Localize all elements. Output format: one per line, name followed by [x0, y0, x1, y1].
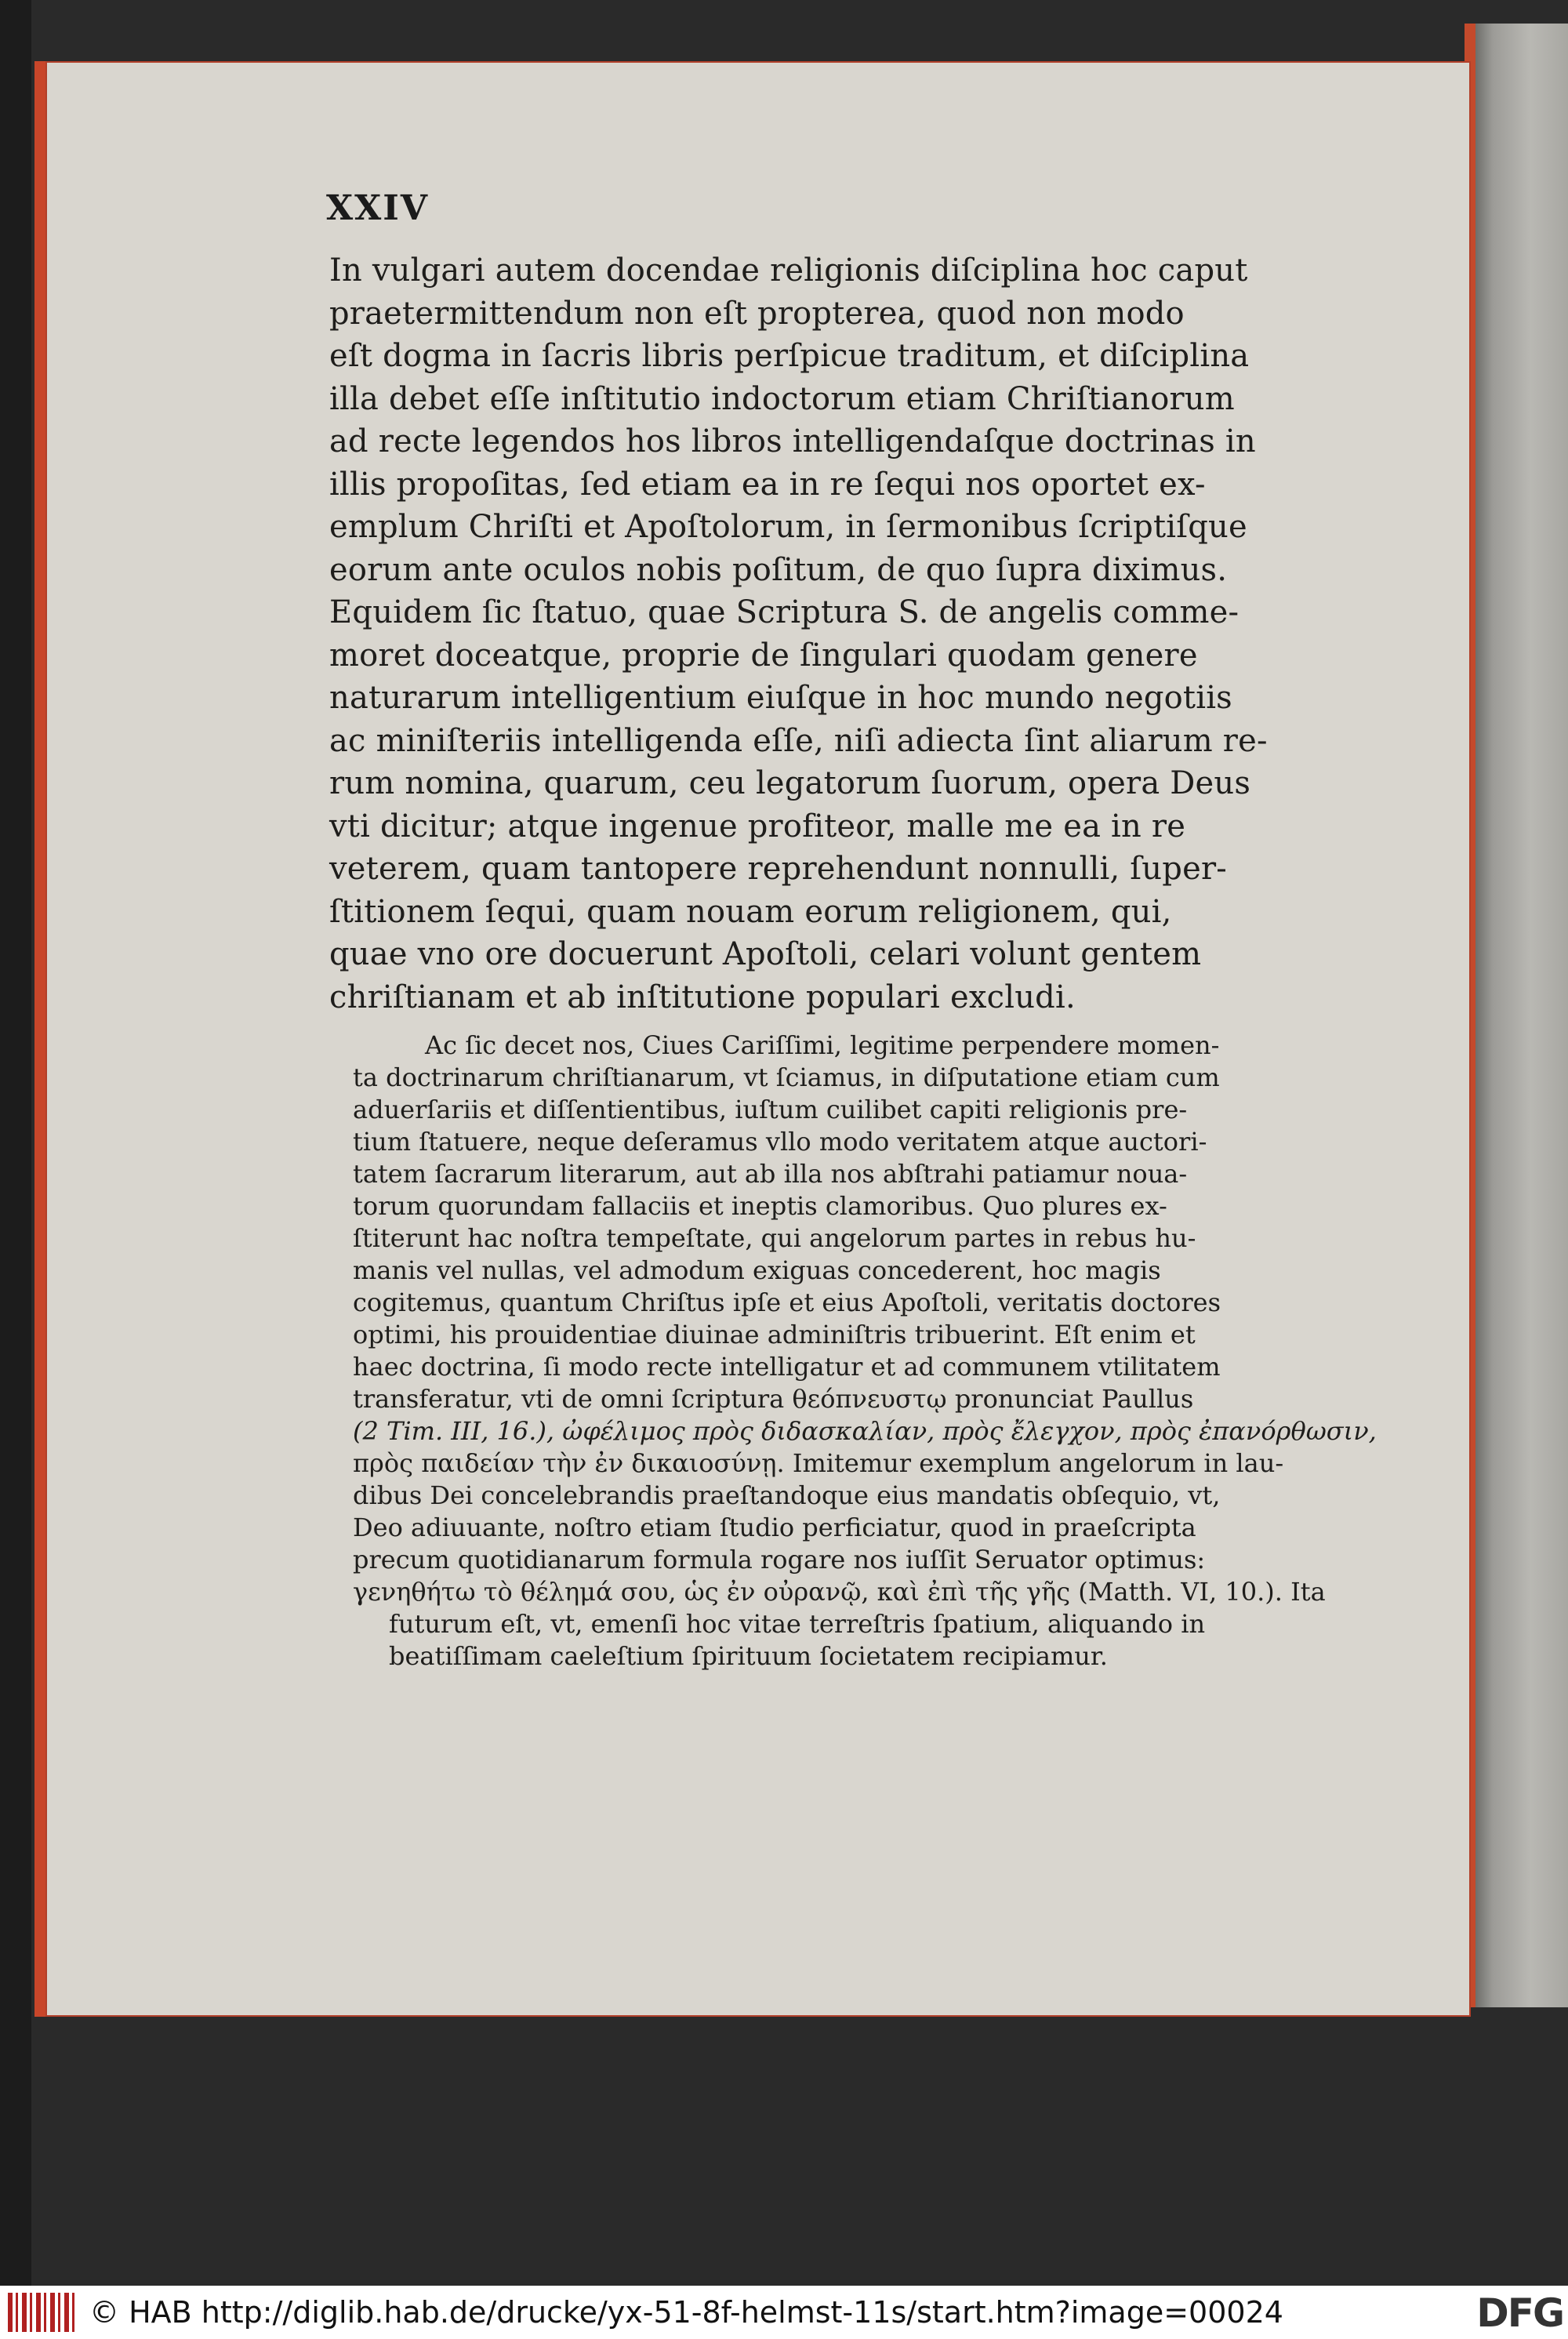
text-line: γενηθήτω τὸ θέλημά σου, ὡς ἐν οὐρανῷ, καὶ ἐπὶ τῆς γῆς (Matth. VI, 10.). Ita: [353, 1577, 1326, 1607]
facing-page-edge: [1474, 24, 1568, 2007]
text-line: praetermittendum non eſt propterea, quod non modo: [329, 295, 1185, 332]
text-line: emplum Chriſti et Apoſtolorum, in ſermonibus ſcriptiſque: [329, 509, 1247, 545]
text-line: naturarum intelligentium eiuſque in hoc mundo negotiis: [329, 680, 1232, 716]
text-line: manis vel nullas, vel admodum exiguas concederent, hoc magis: [353, 1255, 1161, 1285]
text-line: torum quorundam fallaciis et ineptis clamoribus. Quo plures ex-: [353, 1191, 1167, 1221]
text-line: illis propoſitas, ſed etiam ea in re ſequi nos oportet ex-: [329, 466, 1206, 503]
text-line: beatiſſimam caeleſtium ſpirituum ſocietatem recipiamur.: [389, 1641, 1108, 1671]
text-line: futurum eſt, vt, emenſi hoc vitae terreſtris ſpatium, aliquando in: [389, 1609, 1206, 1639]
scan-left-strip: [0, 0, 31, 2286]
text-line: veterem, quam tantopere reprehendunt nonnulli, ſuper-: [329, 851, 1227, 887]
text-line: vti dicitur; atque ingenue profiteor, malle me ea in re: [329, 808, 1186, 844]
text-line: Deo adiuuante, noſtro etiam ſtudio perficiatur, quod in praeſcripta: [353, 1513, 1196, 1542]
text-line: ta doctrinarum chriſtianarum, vt ſciamus, in diſputatione etiam cum: [353, 1062, 1220, 1092]
text-line: ſtitionem ſequi, quam nouam eorum religionem, qui,: [329, 893, 1172, 930]
barcode-icon: [8, 2293, 77, 2332]
text-line: ac miniſteriis intelligenda eſſe, niſi adiecta ſint aliarum re-: [329, 722, 1268, 759]
text-line: transferatur, vti de omni ſcriptura θεόπνευστῳ pronunciat Paullus: [353, 1384, 1194, 1414]
text-line: Ac ſic decet nos, Ciues Cariſſimi, legitime perpendere momen-: [425, 1030, 1220, 1060]
text-line: eorum ante oculos nobis poſitum, de quo ſupra diximus.: [329, 551, 1228, 588]
footer-url[interactable]: © HAB http://diglib.hab.de/drucke/yx-51-8f-helmst-11s/start.htm?image=00024: [89, 2295, 1283, 2330]
text-line: illa debet eſſe inſtitutio indoctorum etiam Chriſtianorum: [329, 380, 1235, 417]
text-line: dibus Dei concelebrandis praeſtandoque eius mandatis obſequio, vt,: [353, 1480, 1221, 1510]
text-line: optimi, his prouidentiae diuinae adminiſtris tribuerint. Eſt enim et: [353, 1320, 1196, 1349]
text-line: eſt dogma in ſacris libris perſpicue traditum, et diſciplina: [329, 338, 1250, 374]
text-line: πρὸς παιδείαν τὴν ἐν δικαιοσύνῃ. Imitemur exemplum angelorum in lau-: [353, 1448, 1284, 1478]
text-line: In vulgari autem docendae religionis diſciplina hoc caput: [329, 252, 1248, 289]
page-number: XXIV: [326, 188, 429, 228]
text-line: ad recte legendos hos libros intelligendaſque doctrinas in: [329, 423, 1256, 459]
text-line-greek: (2 Tim. III, 16.), ὠφέλιμος πρὸς διδασκαλίαν, πρὸς ἔλεγχον, πρὸς ἐπανόρθωσιν,: [353, 1416, 1377, 1446]
text-line: Equidem ſic ſtatuo, quae Scriptura S. de angelis comme-: [329, 594, 1240, 630]
text-line: tium ſtatuere, neque deſeramus vllo modo veritatem atque auctori-: [353, 1127, 1207, 1157]
text-line: aduerſariis et diſſentientibus, iuſtum cuilibet capiti religionis pre-: [353, 1095, 1188, 1124]
text-line: cogitemus, quantum Chriſtus ipſe et eius Apoſtoli, veritatis doctores: [353, 1288, 1221, 1317]
text-line: precum quotidianarum formula rogare nos iuſſit Seruator optimus:: [353, 1545, 1206, 1574]
text-line: moret doceatque, proprie de ſingulari quodam genere: [329, 637, 1198, 674]
dfg-logo: DFG: [1476, 2290, 1563, 2336]
text-line: ſtiterunt hac noſtra tempeſtate, qui angelorum partes in rebus hu-: [353, 1223, 1196, 1253]
paragraph-1: [329, 249, 1348, 1019]
paragraph-2: [329, 1030, 1377, 1673]
text-line: quae vno ore docuerunt Apoſtoli, celari volunt gentem: [329, 936, 1202, 972]
text-line: tatem ſacrarum literarum, aut ab illa nos abſtrahi patiamur noua-: [353, 1159, 1188, 1189]
footer-bar: [0, 2286, 1568, 2339]
text-line: rum nomina, quarum, ceu legatorum ſuorum, opera Deus: [329, 765, 1251, 801]
text-line: haec doctrina, ſi modo recte intelligatur et ad communem vtilitatem: [353, 1352, 1221, 1382]
text-line: chriſtianam et ab inſtitutione populari excludi.: [329, 979, 1076, 1015]
page-body: [329, 249, 1377, 1673]
